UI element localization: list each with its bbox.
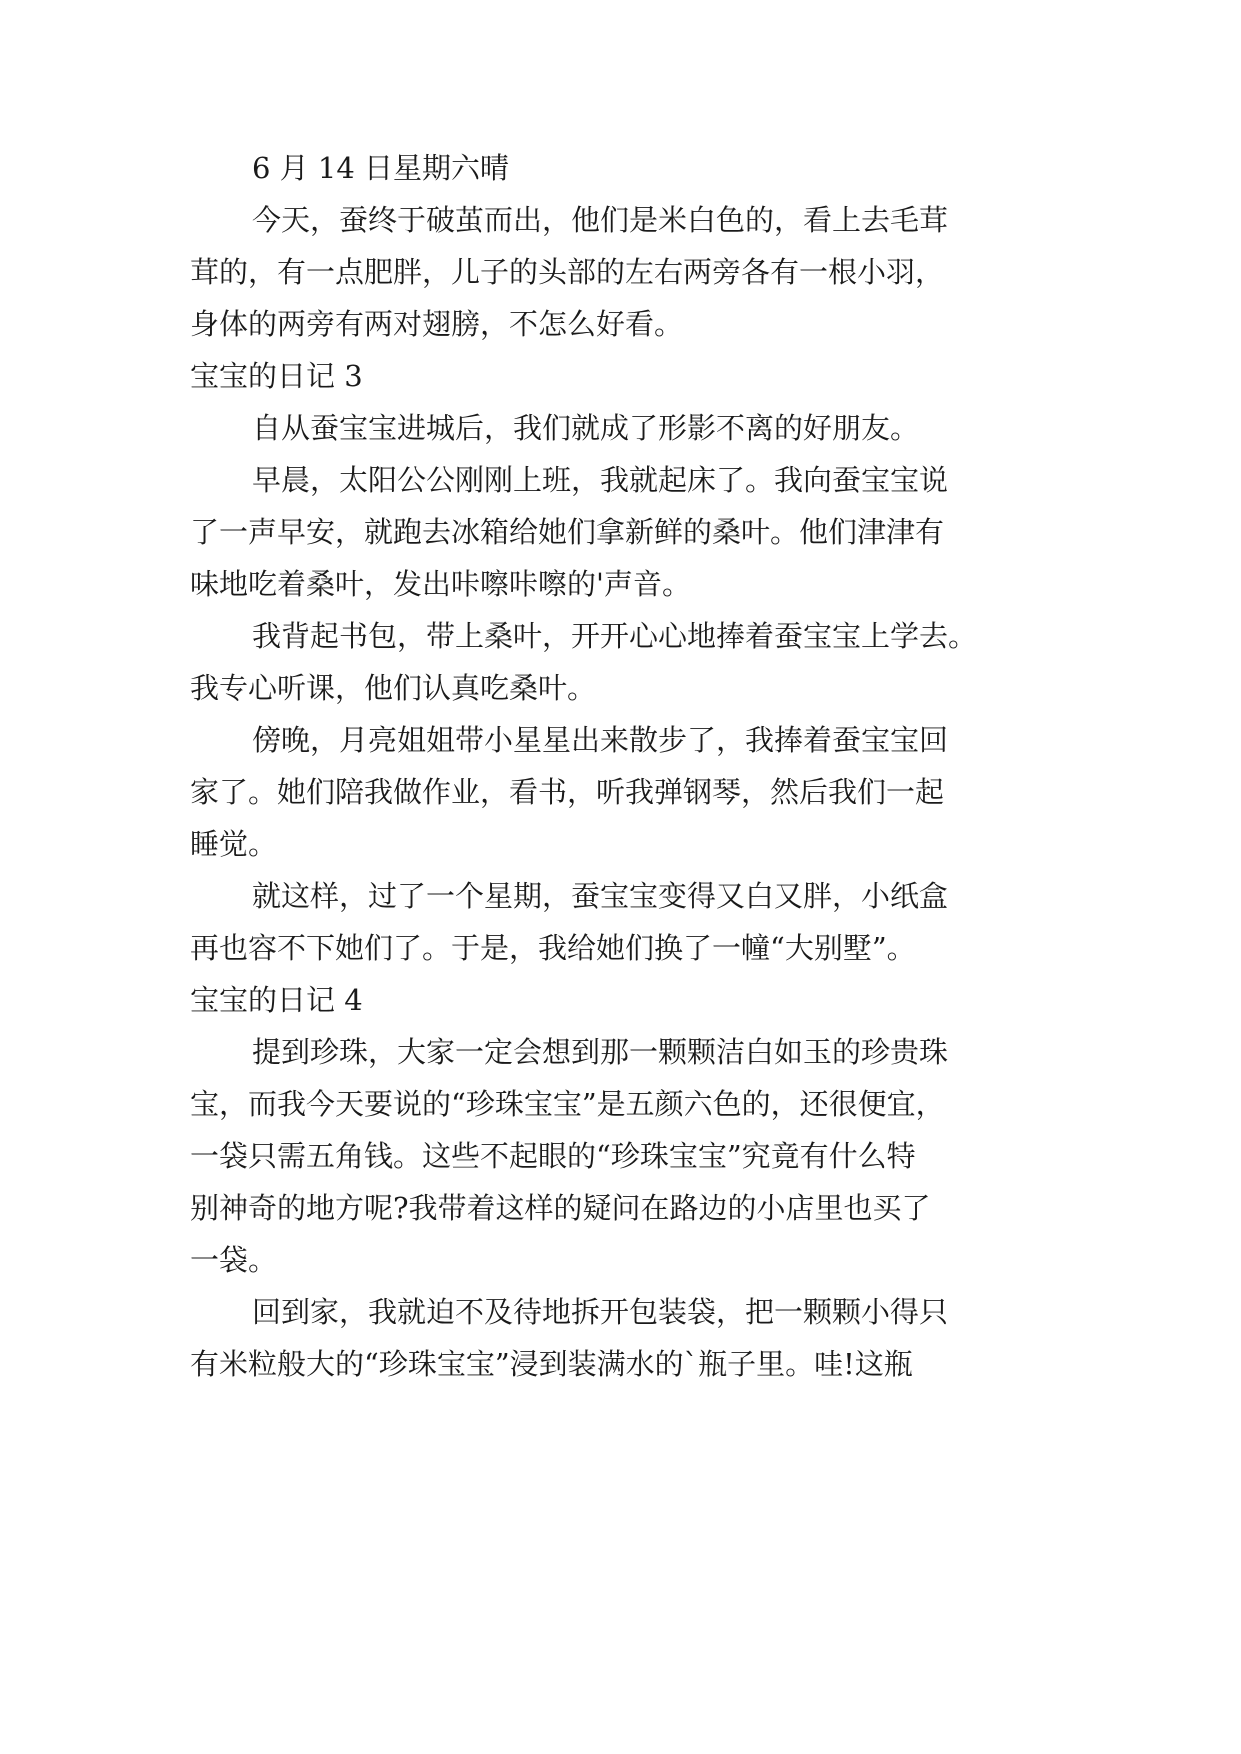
paragraph-line: 回到家，我就迫不及待地拆开包装袋，把一颗颗小得只: [252, 1295, 949, 1329]
paragraph-line: 早晨，太阳公公刚刚上班，我就起床了。我向蚕宝宝说: [252, 463, 949, 497]
paragraph-line: 一袋只需五角钱。这些不起眼的“珍珠宝宝”究竟有什么特: [190, 1139, 916, 1173]
paragraph-line: 家了。她们陪我做作业，看书，听我弹钢琴，然后我们一起: [190, 775, 945, 809]
paragraph-line: 了一声早安，就跑去冰箱给她们拿新鲜的桑叶。他们津津有: [190, 515, 945, 549]
paragraph-line: 再也容不下她们了。于是，我给她们换了一幢“大别墅”。: [190, 931, 916, 965]
paragraph-line: 提到珍珠，大家一定会想到那一颗颗洁白如玉的珍贵珠: [252, 1035, 949, 1069]
paragraph-line: 就这样，过了一个星期，蚕宝宝变得又白又胖，小纸盒: [252, 879, 949, 913]
paragraph-line: 傍晚，月亮姐姐带小星星出来散步了，我捧着蚕宝宝回: [252, 723, 949, 757]
section-heading: 宝宝的日记 3: [190, 359, 363, 393]
paragraph-line: 茸的，有一点肥胖，儿子的头部的左右两旁各有一根小羽，: [190, 255, 945, 289]
paragraph-line: 睡觉。: [190, 827, 278, 861]
paragraph-line: 别神奇的地方呢?我带着这样的疑问在路边的小店里也买了: [190, 1191, 931, 1225]
paragraph-line: 宝，而我今天要说的“珍珠宝宝”是五颜六色的，还很便宜，: [190, 1087, 945, 1121]
paragraph-line: 我专心听课，他们认真吃桑叶。: [190, 671, 597, 705]
paragraph-line: 今天，蚕终于破茧而出，他们是米白色的，看上去毛茸: [252, 203, 949, 237]
paragraph-line: 身体的两旁有两对翅膀，不怎么好看。: [190, 307, 684, 341]
paragraph-line: 一袋。: [190, 1243, 278, 1277]
paragraph-line: 我背起书包，带上桑叶，开开心心地捧着蚕宝宝上学去。: [252, 619, 978, 653]
date-line: 6 月 14 日星期六晴: [252, 151, 510, 185]
paragraph-line: 味地吃着桑叶，发出咔嚓咔嚓的'声音。: [190, 567, 691, 601]
paragraph-line: 自从蚕宝宝进城后，我们就成了形影不离的好朋友。: [252, 411, 920, 445]
section-heading: 宝宝的日记 4: [190, 983, 363, 1017]
paragraph-line: 有米粒般大的“珍珠宝宝”浸到装满水的`瓶子里。哇!这瓶: [190, 1347, 913, 1381]
